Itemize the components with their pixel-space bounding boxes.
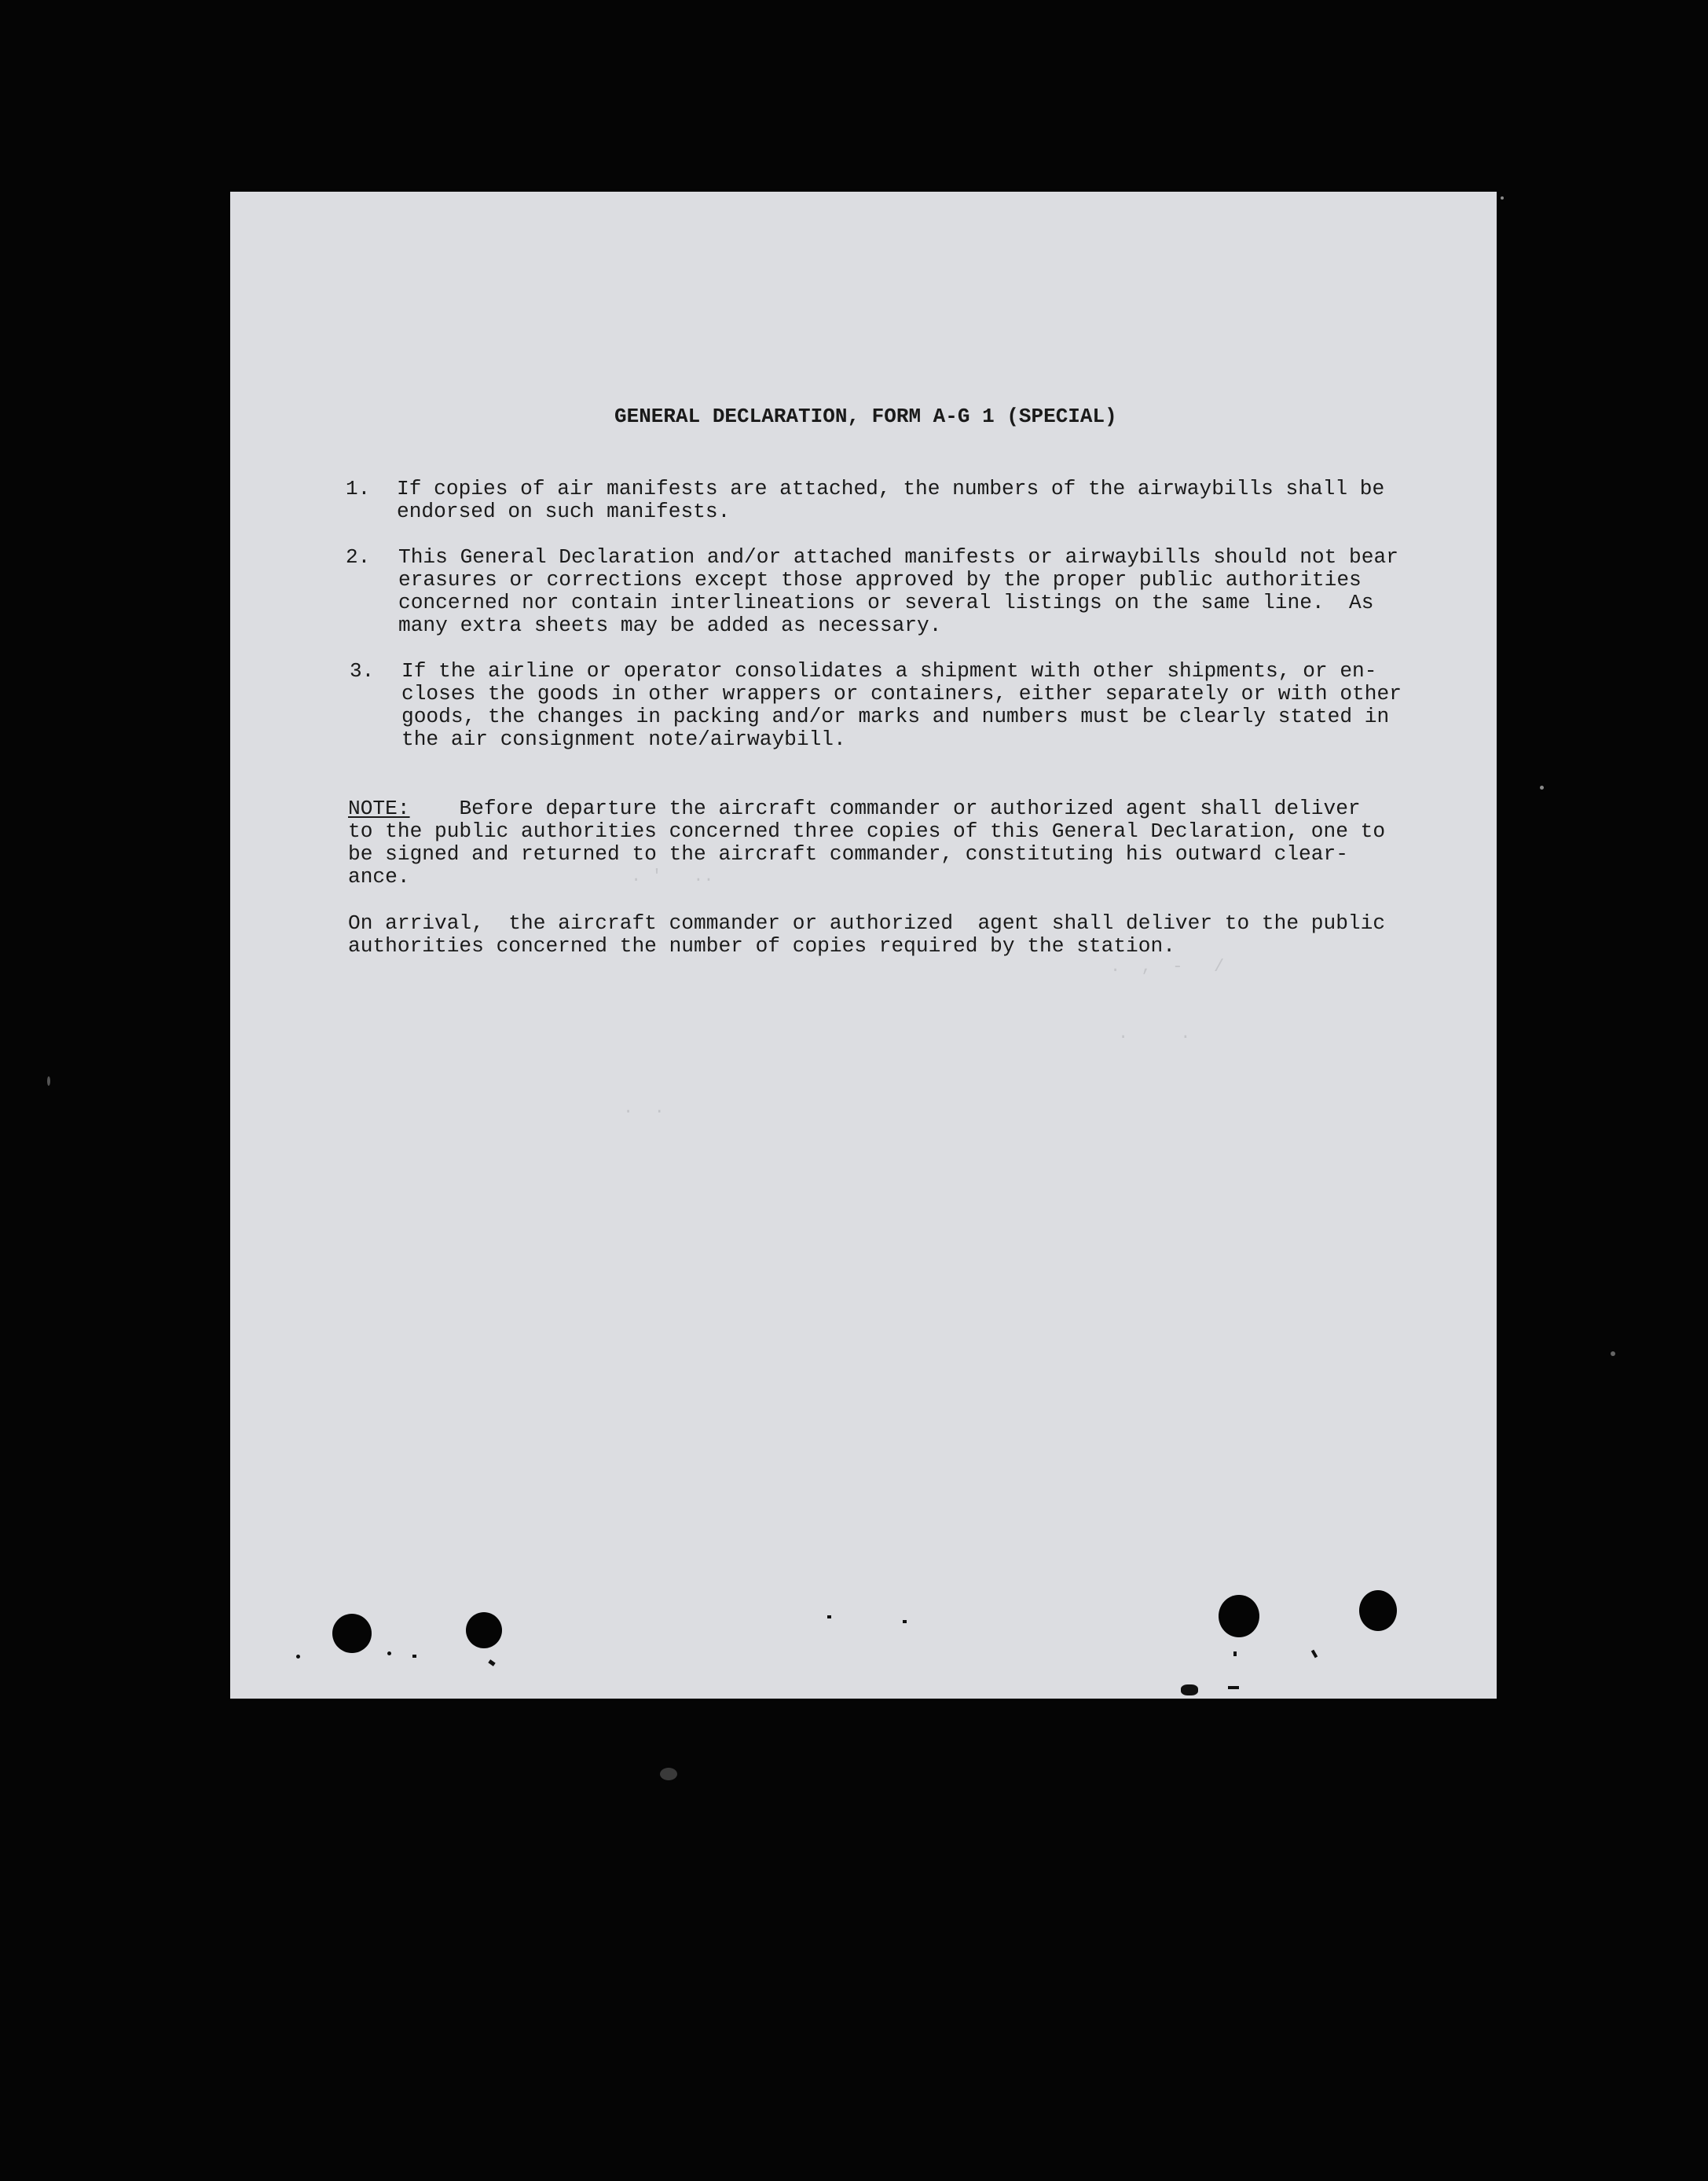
item-text-line: endorsed on such manifests. [397, 500, 731, 523]
bleed-through-mark: . , - / [1110, 957, 1225, 977]
note-text-line: ance. [348, 865, 410, 889]
note-label: NOTE: [348, 797, 410, 820]
item-number: 2. [346, 545, 371, 569]
item-text-line: If the airline or operator consolidates a shipment with other shipments, or en- [401, 659, 1377, 683]
form-title: GENERAL DECLARATION, FORM A-G 1 (SPECIAL) [614, 405, 1117, 428]
punch-hole [466, 1612, 502, 1648]
item-number: 1. [346, 477, 371, 500]
document-page [230, 192, 1497, 1699]
punch-hole [1219, 1595, 1259, 1637]
bleed-through-mark: . . [623, 1098, 665, 1118]
item-text-line: erasures or corrections except those approved by the proper public authorities [398, 568, 1362, 592]
arrival-text-line: On arrival, the aircraft commander or authorized agent shall deliver to the public [348, 911, 1386, 935]
item-text-line: concerned nor contain interlineations or several listings on the same line. As [398, 591, 1374, 614]
note-text-line: be signed and returned to the aircraft commander, constituting his outward clear- [348, 842, 1348, 866]
note-text-line: to the public authorities concerned three copies of this General Declaration, one to [348, 819, 1386, 843]
bleed-through-mark: . ' .. [631, 867, 714, 886]
punch-hole [332, 1614, 372, 1653]
scan-mark [412, 1655, 416, 1658]
item-text-line: This General Declaration and/or attached manifests or airwaybills should not bear [398, 545, 1398, 569]
dust-speck [1540, 786, 1544, 790]
scan-mark [827, 1615, 831, 1618]
arrival-text-line: authorities concerned the number of copies required by the station. [348, 934, 1175, 958]
note-first-line [348, 797, 1361, 820]
scan-mark [387, 1651, 391, 1655]
dust-speck [1501, 196, 1504, 200]
scan-mark [1311, 1650, 1318, 1659]
bleed-through-mark: . . [1118, 1024, 1191, 1043]
scan-mark [1181, 1684, 1198, 1695]
scan-mark [488, 1659, 495, 1666]
scan-mark [903, 1620, 907, 1623]
scan-mark [1233, 1651, 1237, 1656]
scan-mark [1228, 1686, 1239, 1689]
dust-speck [660, 1768, 677, 1780]
item-text-line: the air consignment note/airwaybill. [401, 728, 846, 751]
dust-speck [47, 1076, 50, 1086]
scan-mark [296, 1655, 300, 1659]
item-text-line: If copies of air manifests are attached, the numbers of the airwaybills shall be [397, 477, 1385, 500]
item-text-line: closes the goods in other wrappers or containers, either separately or with other [401, 682, 1402, 706]
note-text: Before departure the aircraft commander or authorized agent shall deliver [409, 797, 1361, 820]
item-number: 3. [350, 659, 375, 683]
punch-hole [1359, 1590, 1397, 1631]
dust-speck [1611, 1351, 1615, 1356]
item-text-line: goods, the changes in packing and/or marks and numbers must be clearly stated in [401, 705, 1390, 728]
item-text-line: many extra sheets may be added as necessary. [398, 614, 942, 637]
